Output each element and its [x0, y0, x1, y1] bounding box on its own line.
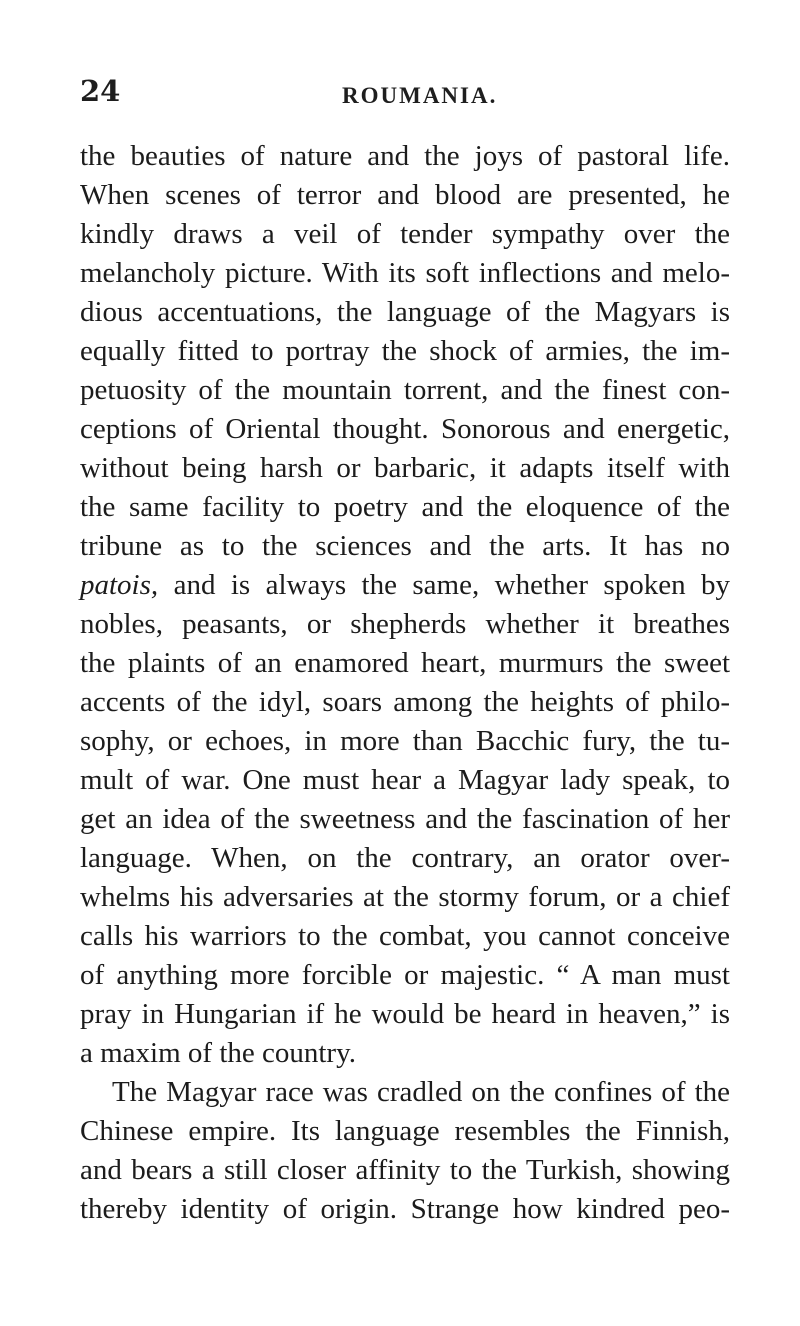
- text-line-rest: and is always the same, whether spoken by: [173, 569, 731, 601]
- italic-word: patois,: [80, 569, 159, 601]
- text-line: and bears a still closer affinity to the Turkish, showing: [80, 1154, 730, 1186]
- text-line: tribune as to the sciences and the arts. It has no: [80, 530, 730, 562]
- running-title: ROUMANIA.: [342, 83, 498, 108]
- text-line: get an idea of the sweetness and the fascination of her: [80, 803, 730, 835]
- paragraph-end-line: a maxim of the country.: [80, 1037, 356, 1069]
- running-head: [80, 74, 760, 120]
- text-line: thereby identity of origin. Strange how kindred peo-: [80, 1193, 730, 1225]
- page-number: 24: [80, 74, 121, 108]
- text-line: kindly draws a veil of tender sympathy over the: [80, 218, 730, 250]
- paragraph-start-line: The Magyar race was cradled on the confines of the: [112, 1076, 730, 1108]
- text-line: sophy, or echoes, in more than Bacchic fury, the tu-: [80, 725, 730, 757]
- text-line: the same facility to poetry and the eloquence of the: [80, 491, 730, 523]
- text-line: the plaints of an enamored heart, murmurs the sweet: [80, 647, 730, 679]
- text-line: petuosity of the mountain torrent, and the finest con-: [80, 374, 730, 406]
- text-line: Chinese empire. Its language resembles the Finnish,: [80, 1115, 730, 1147]
- text-line: whelms his adversaries at the stormy forum, or a chief: [80, 881, 730, 913]
- text-line: melancholy picture. With its soft inflections and melo-: [80, 257, 730, 289]
- text-line: language. When, on the contrary, an orator over-: [80, 842, 730, 874]
- text-line: ceptions of Oriental thought. Sonorous and energetic,: [80, 413, 730, 445]
- text-line: of anything more forcible or majestic. “ A man must: [80, 959, 730, 991]
- text-line: without being harsh or barbaric, it adapts itself with: [80, 452, 730, 484]
- text-line: When scenes of terror and blood are presented, he: [80, 179, 730, 211]
- text-line: the beauties of nature and the joys of pastoral life.: [80, 140, 730, 172]
- text-line: accents of the idyl, soars among the heights of philo-: [80, 686, 730, 718]
- text-line: nobles, peasants, or shepherds whether it breathes: [80, 608, 730, 640]
- text-line: calls his warriors to the combat, you cannot conceive: [80, 920, 730, 952]
- text-line: dious accentuations, the language of the Magyars is: [80, 296, 730, 328]
- text-line: pray in Hungarian if he would be heard in heaven,” is: [80, 998, 730, 1030]
- text-line: mult of war. One must hear a Magyar lady speak, to: [80, 764, 730, 796]
- text-line-with-italic: [80, 566, 730, 605]
- text-line: equally fitted to portray the shock of armies, the im-: [80, 335, 730, 367]
- body-text: [80, 137, 730, 1229]
